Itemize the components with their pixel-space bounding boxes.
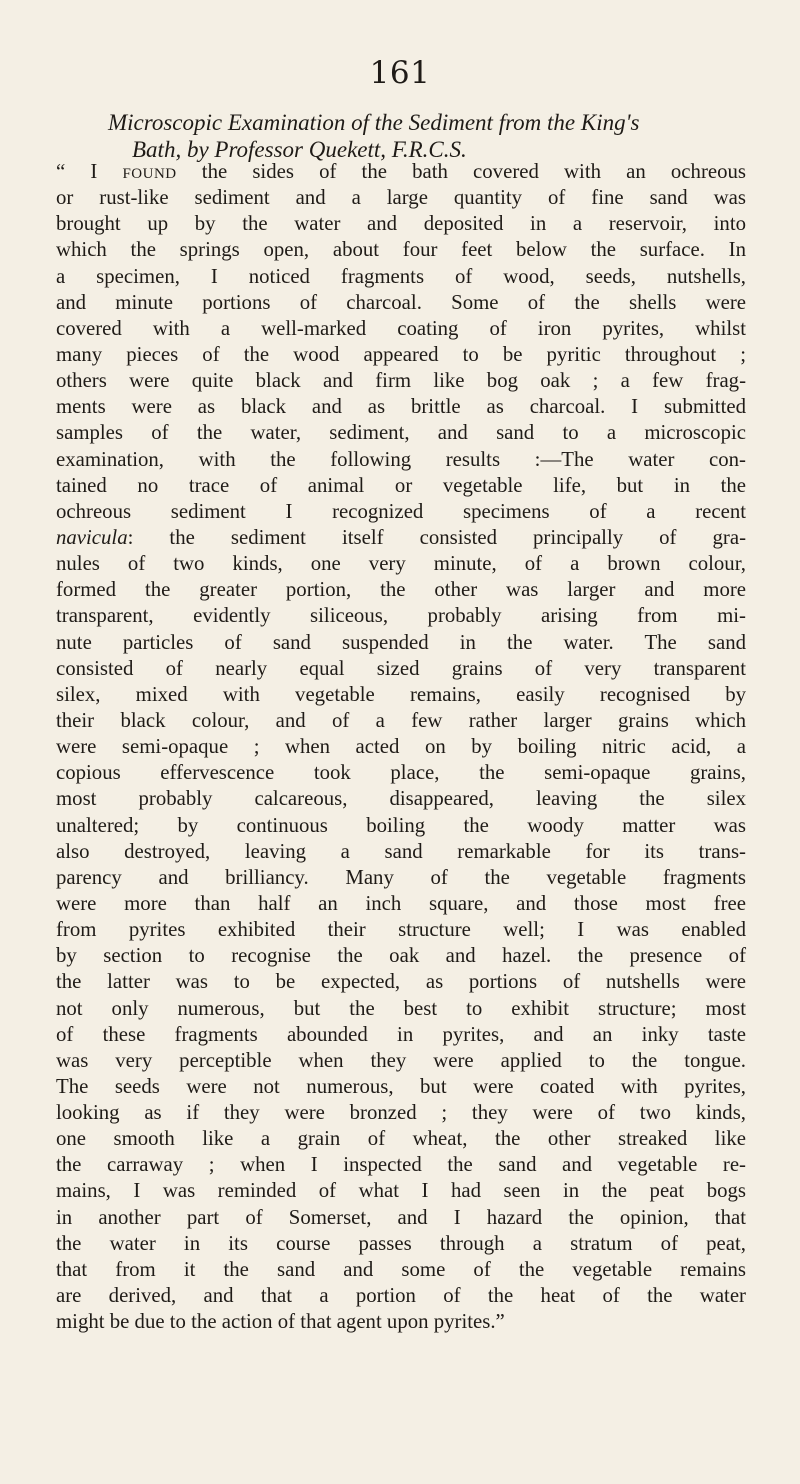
body-line-a-5: covered with a well-marked coating of iron pyrites, whilst (56, 316, 746, 340)
body-line-b-16: the latter was to be expected, as portions of nutshells were (56, 970, 746, 994)
body-lines-group-1 (56, 185, 746, 525)
body-lines-group-2 (56, 551, 746, 1309)
body-line-b-5: silex, mixed with vegetable remains, easily recognised by (56, 682, 746, 706)
page-number: 161 (369, 55, 431, 91)
body-line-a-6: many pieces of the wood appeared to be pyritic throughout ; (56, 342, 746, 366)
body-line-b-2: transparent, evidently siliceous, probably arising from mi- (56, 604, 746, 628)
body-line-a-10: examination, with the following results :—The water con- (56, 447, 746, 471)
body-line-a-1: brought up by the water and deposited in a reservoir, into (56, 212, 746, 236)
open-quote: “ I (56, 160, 123, 183)
body-line-b-22: one smooth like a grain of wheat, the other streaked like (56, 1127, 746, 1151)
body-line-first (56, 159, 746, 185)
body-line-b-27: that from it the sand and some of the vegetable remains (56, 1257, 746, 1281)
body-line-b-7: were semi-opaque ; when acted on by boiling nitric acid, a (56, 735, 746, 759)
navicula-word: navicula (56, 525, 128, 549)
body-line-a-0: or rust-like sediment and a large quantity of fine sand was (56, 186, 746, 210)
body-line-b-19: was very perceptible when they were applied to the tongue. (56, 1048, 746, 1072)
body-line-b-24: mains, I was reminded of what I had seen in the peat bogs (56, 1179, 746, 1203)
body-line-b-20: The seeds were not numerous, but were coated with pyrites, (56, 1074, 746, 1098)
body-line-b-11: also destroyed, leaving a sand remarkable for its trans- (56, 839, 746, 863)
body-line-b-6: their black colour, and of a few rather larger grains which (56, 708, 746, 732)
body-line-b-17: not only numerous, but the best to exhibit structure; most (56, 996, 746, 1020)
body-line-b-28: are derived, and that a portion of the heat of the water (56, 1284, 746, 1308)
body-line-b-4: consisted of nearly equal sized grains of very transparent (56, 656, 746, 680)
body-line-b-12: parency and brilliancy. Many of the vegetable fragments (56, 865, 746, 889)
body-line-b-10: unaltered; by continuous boiling the woody matter was (56, 813, 746, 837)
body-line-a-4: and minute portions of charcoal. Some of the shells were (56, 290, 746, 314)
body-line-b-9: most probably calcareous, disappeared, leaving the silex (56, 787, 746, 811)
body-line-a-7: others were quite black and firm like bog oak ; a few frag- (56, 369, 746, 393)
body-line-navicula (56, 525, 746, 551)
body-line-last: might be due to the action of that agent upon pyrites.” (56, 1310, 505, 1334)
body-line-b-15: by section to recognise the oak and hazel. the presence of (56, 944, 746, 968)
body-line-b-26: the water in its course passes through a stratum of peat, (56, 1231, 746, 1255)
body-line-a-8: ments were as black and as brittle as charcoal. I submitted (56, 395, 746, 419)
body-line-a-9: samples of the water, sediment, and sand to a microscopic (56, 421, 746, 445)
body-line-b-0: nules of two kinds, one very minute, of a brown colour, (56, 552, 746, 576)
section-heading (108, 109, 748, 163)
body-line-b-21: looking as if they were bronzed ; they were of two kinds, (56, 1101, 746, 1125)
body-line-b-3: nute particles of sand suspended in the water. The sand (56, 630, 746, 654)
heading-line-1: Microscopic Examination of the Sediment from the King's (108, 110, 640, 135)
first-line-rest: the sides of the bath covered with an ochreous (176, 160, 746, 183)
heading-line-2: Bath, by Professor Quekett, F.R.C.S. (132, 137, 467, 162)
body-line-b-25: in another part of Somerset, and I hazard the opinion, that (56, 1205, 746, 1229)
body-line-b-1: formed the greater portion, the other was larger and more (56, 578, 746, 602)
body-line-b-23: the carraway ; when I inspected the sand and vegetable re- (56, 1153, 746, 1177)
body-line-b-18: of these fragments abounded in pyrites, and an inky taste (56, 1022, 746, 1046)
body-line-a-2: which the springs open, about four feet below the surface. In (56, 238, 746, 262)
body-line-b-14: from pyrites exhibited their structure well; I was enabled (56, 918, 746, 942)
body-line-a-3: a specimen, I noticed fragments of wood, seeds, nutshells, (56, 264, 746, 288)
body-line-b-8: copious effervescence took place, the semi-opaque grains, (56, 761, 746, 785)
body-line-a-11: tained no trace of animal or vegetable life, but in the (56, 473, 746, 497)
small-caps-word: found (122, 160, 177, 183)
body-paragraph (56, 159, 746, 1335)
body-line-b-13: were more than half an inch square, and those most free (56, 891, 746, 915)
navicula-rest: : the sediment itself consisted principally of gra- (127, 525, 746, 549)
body-line-a-12: ochreous sediment I recognized specimens of a recent (56, 499, 746, 523)
